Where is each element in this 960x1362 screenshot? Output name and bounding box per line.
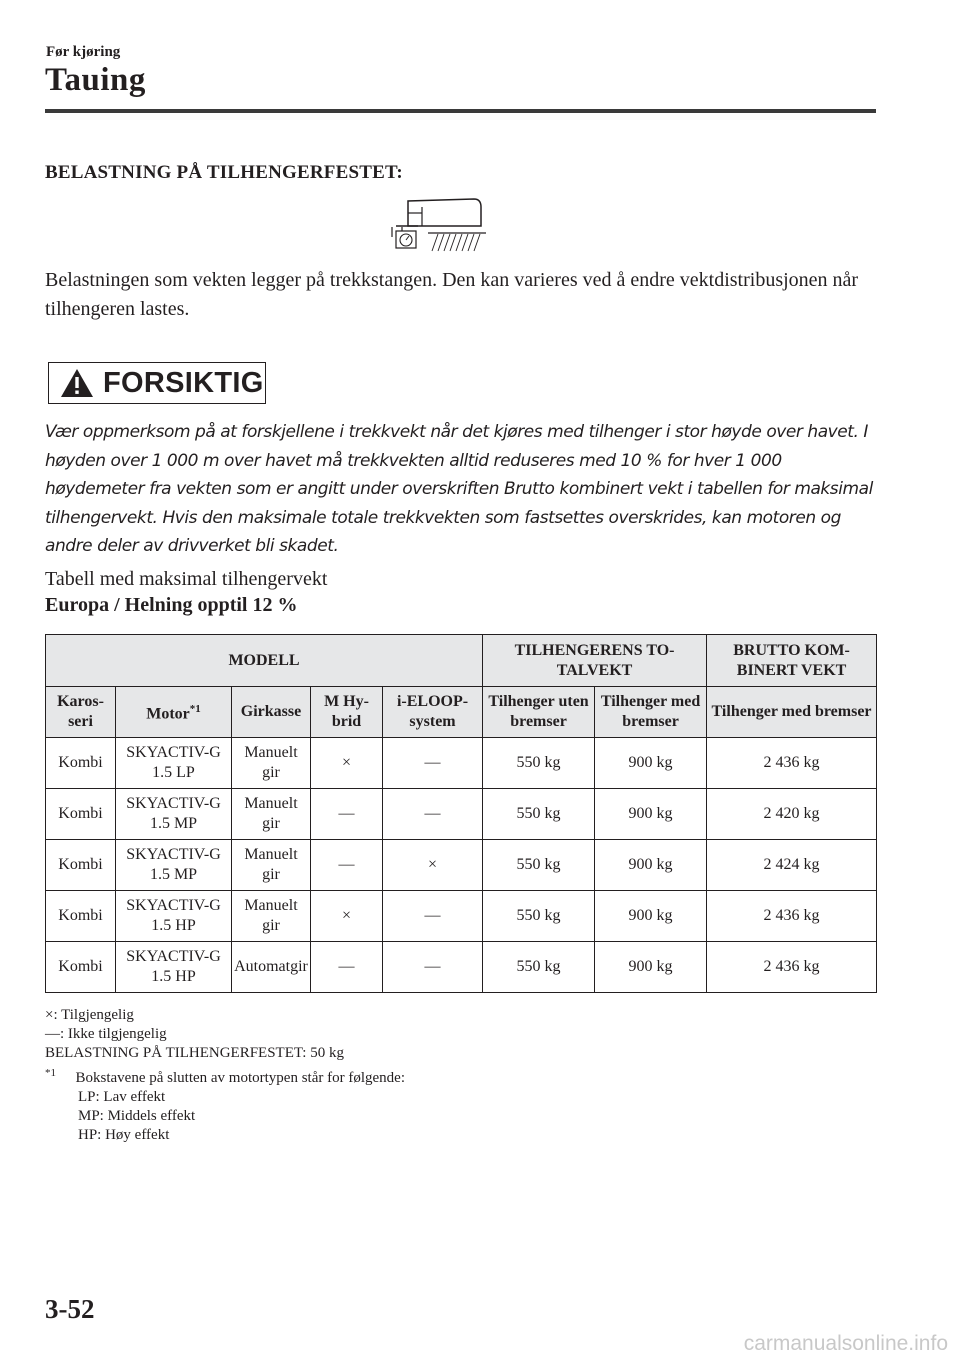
table-row <box>46 738 877 789</box>
col-braked: Tilhenger med bremser <box>595 687 707 738</box>
cell-braked: 900 kg <box>595 840 707 891</box>
table-row <box>46 891 877 942</box>
header-model: MODELL <box>46 635 483 687</box>
cell-gross: 2 420 kg <box>707 789 877 840</box>
note-mp: MP: Middels effekt <box>78 1108 196 1125</box>
col-mhybrid: M Hybrid <box>311 687 383 738</box>
cell-braked: 900 kg <box>595 891 707 942</box>
warning-triangle-icon <box>59 367 95 399</box>
cell-body: Kombi <box>46 789 116 840</box>
cell-ieloop: — <box>383 789 483 840</box>
cell-ieloop: × <box>383 840 483 891</box>
table-row <box>46 840 877 891</box>
note-unavailable: —: Ikke tilgjengelig <box>45 1026 167 1043</box>
cell-body: Kombi <box>46 942 116 993</box>
cell-body: Kombi <box>46 891 116 942</box>
cell-ieloop: — <box>383 738 483 789</box>
header-total-weight: TILHENGERENS TOTALVEKT <box>483 635 707 687</box>
cell-braked: 900 kg <box>595 942 707 993</box>
cell-motor: SKYACTIV-G 1.5 HP <box>116 942 232 993</box>
cell-gross: 2 436 kg <box>707 942 877 993</box>
cell-braked: 900 kg <box>595 789 707 840</box>
cell-unbraked: 550 kg <box>483 789 595 840</box>
cell-motor: SKYACTIV-G 1.5 MP <box>116 840 232 891</box>
cell-unbraked: 550 kg <box>483 738 595 789</box>
trailer-hitch-load-diagram-icon <box>382 193 488 253</box>
cell-ieloop: — <box>383 942 483 993</box>
table-row <box>46 942 877 993</box>
col-unbraked: Tilhenger uten bremser <box>483 687 595 738</box>
cell-gross: 2 424 kg <box>707 840 877 891</box>
table-row <box>46 789 877 840</box>
footnote-text: Bokstavene på slutten av motortypen står for følgende: <box>75 1069 405 1086</box>
col-motor <box>116 687 232 738</box>
table-title: Tabell med maksimal tilhengervekt <box>45 568 328 590</box>
note-available: ×: Tilgjengelig <box>45 1007 134 1023</box>
cell-unbraked: 550 kg <box>483 942 595 993</box>
hitch-load-heading: BELASTNING PÅ TILHENGERFESTET: <box>45 162 403 183</box>
col-motor-footnote-mark: *1 <box>189 703 201 716</box>
col-ieloop: i-ELOOP-system <box>383 687 483 738</box>
page-number: 3-52 <box>45 1294 95 1324</box>
note-lp: LP: Lav effekt <box>78 1088 166 1105</box>
caution-box <box>48 362 266 404</box>
caution-text: Vær oppmerksom på at forskjellene i trekkvekt når det kjøres med tilhenger i stor høyde over havet. I høyden over 1 000 m over havet må trekkvekten alltid reduseres med 10 % for hver 1 000 høydemeter fra vekten som er angitt under overskriften Brutto kombinert vekt i tabellen for maksimal tilhengervekt. Hvis den maksimale totale trekkvekten som fastsettes overskrides, kan motoren og andre deler av drivverket bli skadet. <box>45 422 873 556</box>
cell-body: Kombi <box>46 840 116 891</box>
cell-mhybrid: × <box>311 738 383 789</box>
cell-gearbox: Manuelt gir <box>232 891 311 942</box>
intro-paragraph: Belastningen som vekten legger på trekkstangen. Den kan varieres ved å endre vektdistribusjonen når tilhengeren lastes. <box>45 269 859 320</box>
cell-mhybrid: — <box>311 942 383 993</box>
cell-gross: 2 436 kg <box>707 738 877 789</box>
col-motor-label: Motor <box>146 705 190 723</box>
cell-unbraked: 550 kg <box>483 891 595 942</box>
note-hitch-load: BELASTNING PÅ TILHENGERFESTET: 50 kg <box>45 1045 344 1062</box>
col-body: Karosseri <box>46 687 116 738</box>
page-title: Tauing <box>45 62 146 98</box>
cell-motor: SKYACTIV-G 1.5 HP <box>116 891 232 942</box>
trailer-weight-table <box>45 634 877 993</box>
cell-ieloop: — <box>383 891 483 942</box>
cell-mhybrid: — <box>311 840 383 891</box>
cell-unbraked: 550 kg <box>483 840 595 891</box>
caution-label: FORSIKTIG <box>103 366 264 399</box>
watermark: carmanualsonline.info <box>743 1332 948 1355</box>
cell-gross: 2 436 kg <box>707 891 877 942</box>
footnote-mark: *1 <box>45 1066 56 1079</box>
table-subtitle: Europa / Helning opptil 12 % <box>45 594 298 616</box>
col-gross-braked: Tilhenger med bremser <box>707 687 877 738</box>
cell-mhybrid: × <box>311 891 383 942</box>
cell-braked: 900 kg <box>595 738 707 789</box>
section-label: Før kjøring <box>46 44 121 60</box>
col-gearbox: Girkasse <box>232 687 311 738</box>
cell-motor: SKYACTIV-G 1.5 MP <box>116 789 232 840</box>
cell-motor: SKYACTIV-G 1.5 LP <box>116 738 232 789</box>
title-divider <box>45 109 876 113</box>
cell-body: Kombi <box>46 738 116 789</box>
note-hp: HP: Høy effekt <box>78 1127 170 1144</box>
cell-gearbox: Automatgir <box>232 942 311 993</box>
table-notes <box>45 1006 405 1145</box>
cell-gearbox: Manuelt gir <box>232 738 311 789</box>
cell-gearbox: Manuelt gir <box>232 789 311 840</box>
footnote <box>45 1064 405 1088</box>
header-gross-weight: BRUTTO KOMBINERT VEKT <box>707 635 877 687</box>
cell-mhybrid: — <box>311 789 383 840</box>
cell-gearbox: Manuelt gir <box>232 840 311 891</box>
